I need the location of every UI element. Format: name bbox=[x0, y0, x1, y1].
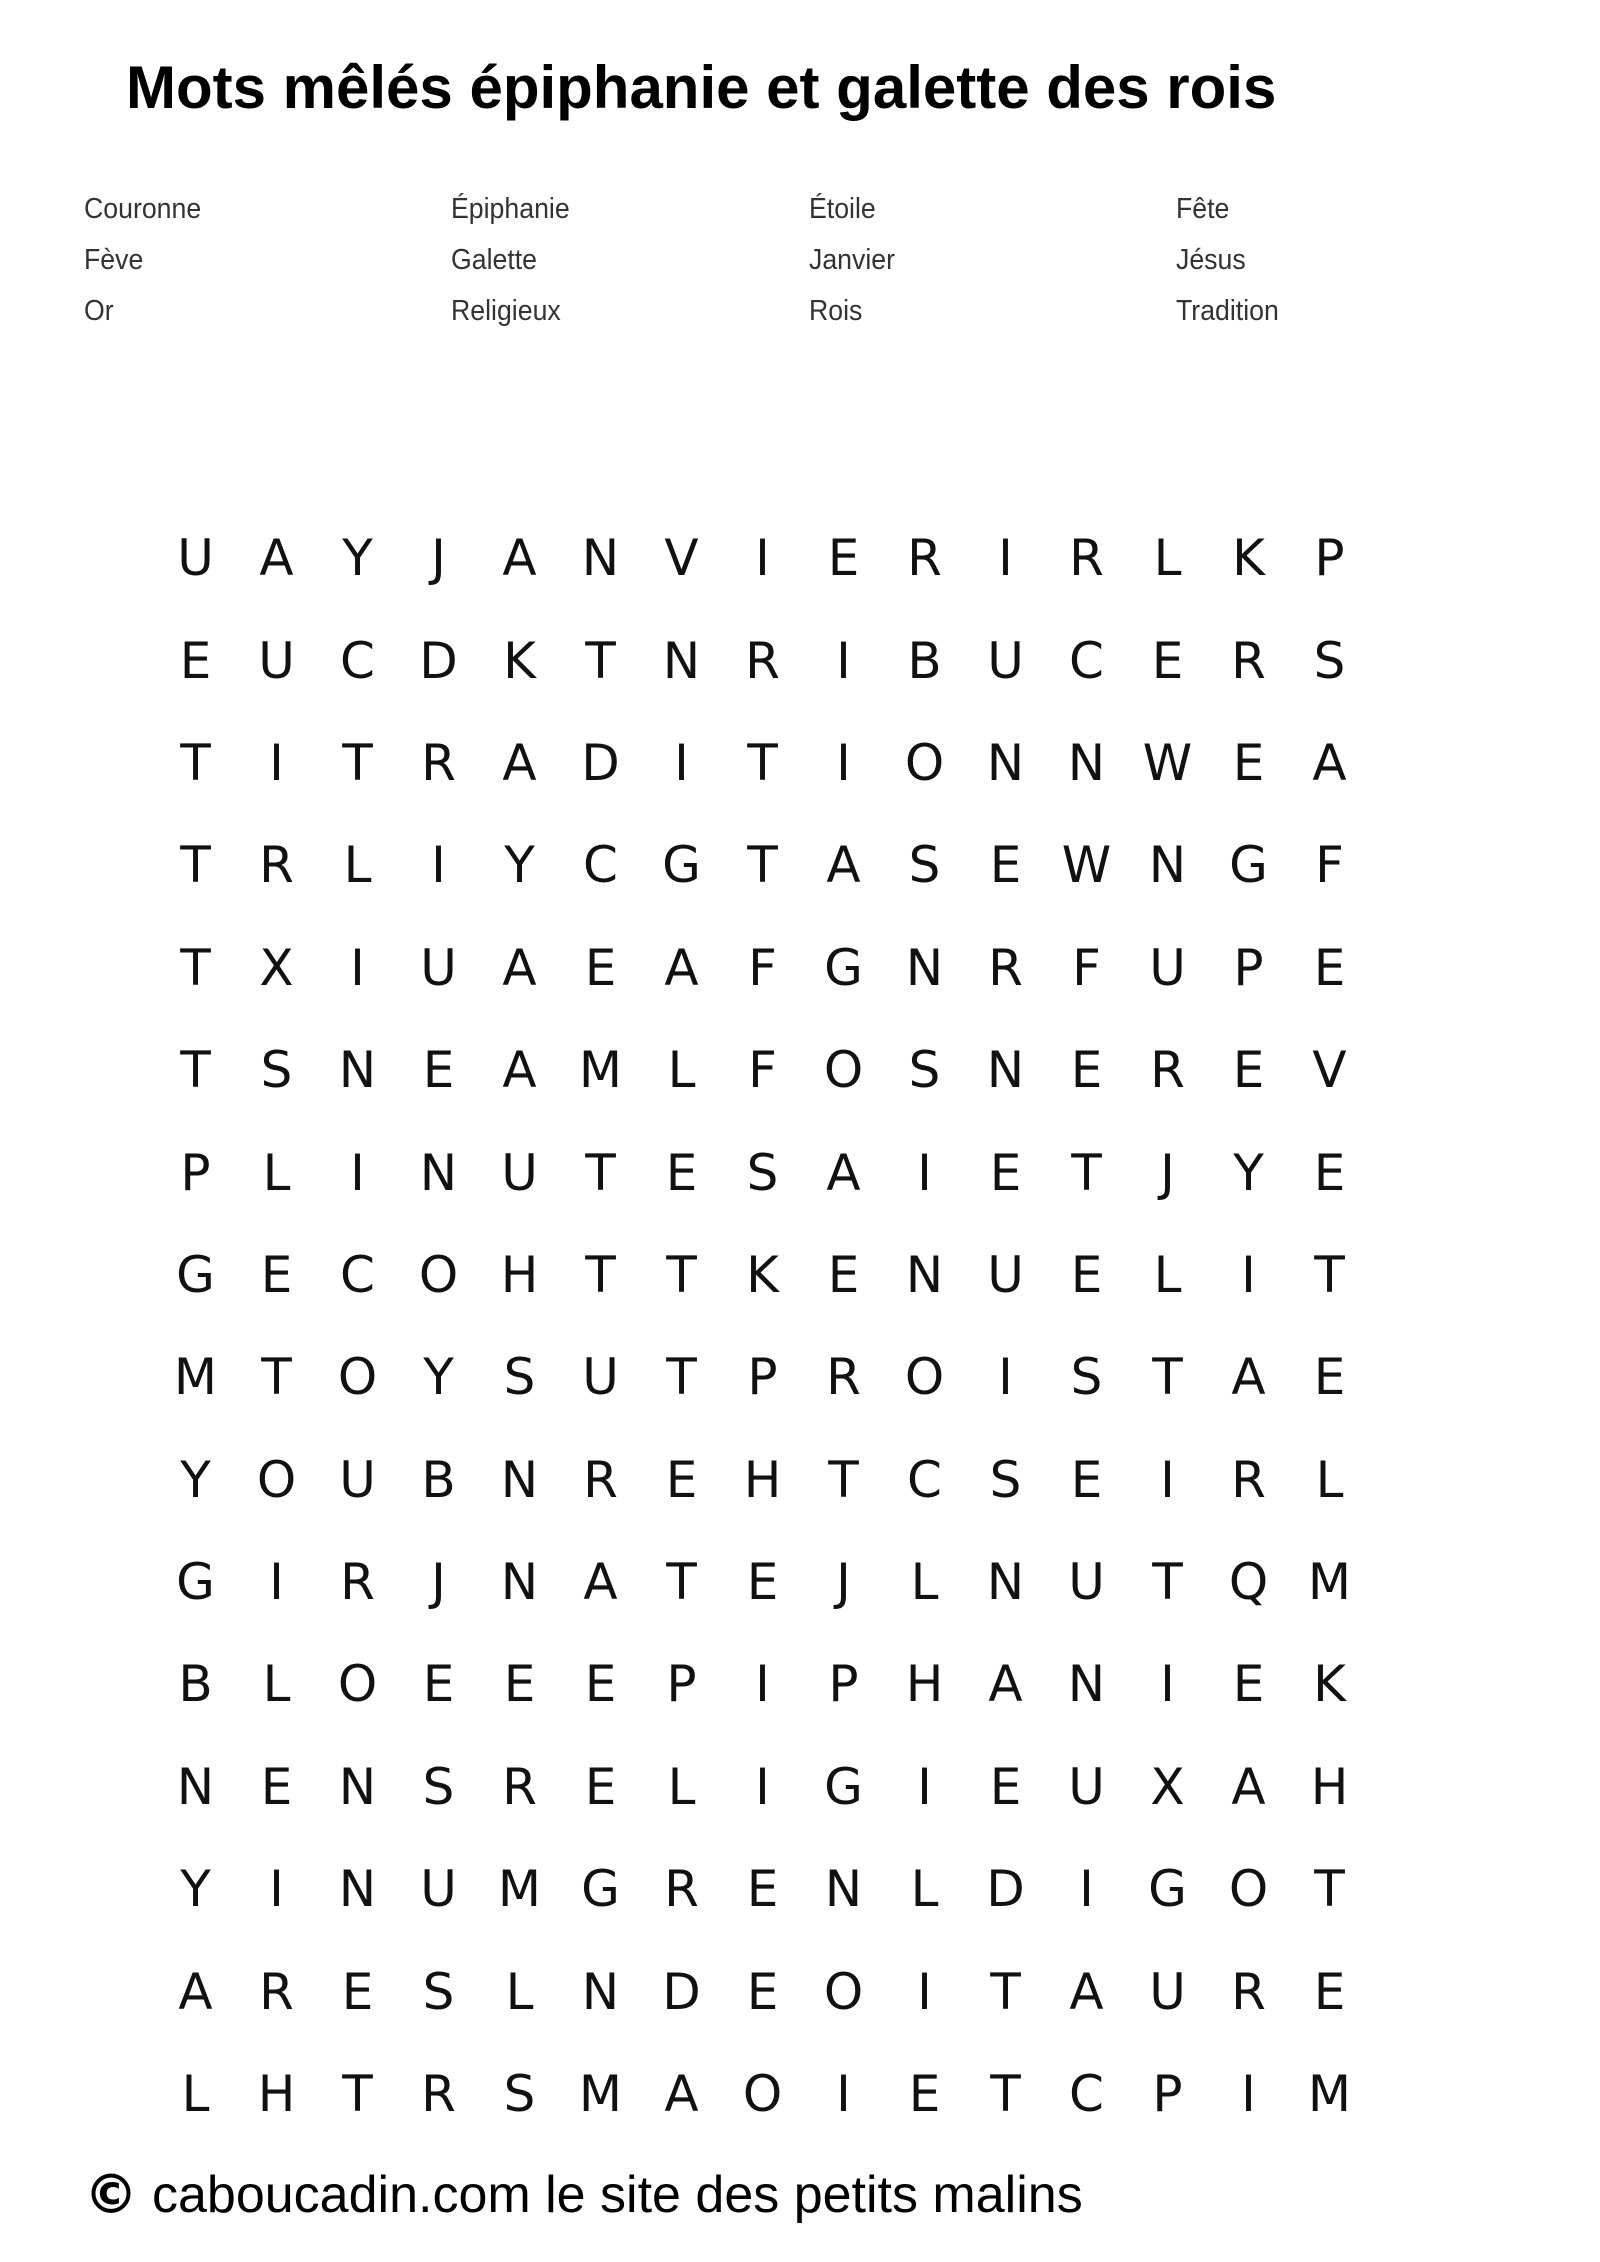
grid-letter: N bbox=[1067, 1655, 1106, 1714]
grid-letter: N bbox=[338, 1860, 377, 1919]
word-list bbox=[84, 184, 1444, 337]
grid-letter: R bbox=[907, 529, 942, 588]
grid-letter: N bbox=[1148, 836, 1187, 895]
grid-letter: S bbox=[503, 1348, 536, 1407]
grid-letter: A bbox=[259, 529, 294, 588]
grid-letter: T bbox=[666, 1245, 697, 1304]
grid-letter: U bbox=[987, 1245, 1024, 1304]
grid-letter: S bbox=[503, 2065, 536, 2124]
grid-letter: A bbox=[502, 733, 537, 792]
grid-letter: I bbox=[755, 1655, 770, 1714]
grid-letter: A bbox=[502, 529, 537, 588]
grid-letter: G bbox=[176, 1245, 215, 1304]
grid-letter: N bbox=[419, 1143, 458, 1202]
grid-letter: A bbox=[826, 836, 861, 895]
grid-letter: A bbox=[178, 1962, 213, 2021]
grid-letter: D bbox=[419, 631, 458, 690]
grid-letter: T bbox=[585, 1143, 616, 1202]
grid-letter: M bbox=[497, 1860, 542, 1919]
grid-letter: I bbox=[269, 1553, 284, 1612]
grid-letter: O bbox=[337, 1655, 378, 1714]
grid-letter: M bbox=[1307, 2065, 1352, 2124]
grid-letter: I bbox=[755, 529, 770, 588]
grid-letter: E bbox=[584, 938, 617, 997]
grid-letter: F bbox=[1315, 836, 1344, 895]
grid-letter: L bbox=[910, 1553, 939, 1612]
grid-letter: C bbox=[1069, 631, 1104, 690]
grid-letter: T bbox=[666, 1348, 697, 1407]
word-list-item: Janvier bbox=[809, 244, 896, 276]
grid-letter: P bbox=[1152, 2065, 1183, 2124]
grid-letter: N bbox=[1067, 733, 1106, 792]
grid-letter: E bbox=[422, 1041, 455, 1100]
grid-letter: I bbox=[1241, 2065, 1256, 2124]
grid-letter: T bbox=[747, 733, 778, 792]
grid-letter: N bbox=[986, 1041, 1025, 1100]
grid-letter: A bbox=[664, 2065, 699, 2124]
grid-letter: T bbox=[1152, 1348, 1183, 1407]
grid-letter: N bbox=[905, 1245, 944, 1304]
grid-letter: U bbox=[258, 631, 295, 690]
grid-letter: H bbox=[500, 1245, 539, 1304]
word-list-item: Galette bbox=[451, 244, 538, 276]
grid-letter: N bbox=[500, 1450, 539, 1509]
word-list-item: Étoile bbox=[809, 193, 876, 225]
grid-letter: J bbox=[836, 1553, 851, 1612]
grid-letter: E bbox=[1070, 1245, 1103, 1304]
grid-letter: S bbox=[989, 1450, 1022, 1509]
grid-letter: I bbox=[1160, 1655, 1175, 1714]
grid-letter: Y bbox=[342, 529, 373, 588]
grid-letter: U bbox=[582, 1348, 619, 1407]
grid-letter: I bbox=[350, 1143, 365, 1202]
grid-letter: U bbox=[1149, 1962, 1186, 2021]
grid-letter: P bbox=[747, 1348, 778, 1407]
grid-letter: R bbox=[421, 2065, 456, 2124]
grid-letter: E bbox=[746, 1860, 779, 1919]
grid-letter: M bbox=[173, 1348, 218, 1407]
grid-letter: N bbox=[176, 1757, 215, 1816]
grid-letter: N bbox=[581, 1962, 620, 2021]
grid-letter: B bbox=[178, 1655, 213, 1714]
grid-letter: S bbox=[422, 1757, 455, 1816]
grid-letter: S bbox=[746, 1143, 779, 1202]
grid-letter: E bbox=[1313, 1962, 1346, 2021]
grid-letter: A bbox=[502, 938, 537, 997]
grid-letter: T bbox=[990, 2065, 1021, 2124]
grid-letter: V bbox=[1312, 1041, 1347, 1100]
grid-letter: A bbox=[1312, 733, 1347, 792]
grid-letter: E bbox=[989, 836, 1022, 895]
grid-letter: G bbox=[824, 938, 863, 997]
grid-letter: O bbox=[904, 733, 945, 792]
grid-letter: G bbox=[662, 836, 701, 895]
grid-letter: E bbox=[1313, 938, 1346, 997]
grid-letter: Y bbox=[1233, 1143, 1264, 1202]
grid-letter: T bbox=[342, 733, 373, 792]
grid-letter: J bbox=[1160, 1143, 1175, 1202]
grid-letter: C bbox=[583, 836, 618, 895]
grid-letter: E bbox=[422, 1655, 455, 1714]
grid-letter: T bbox=[1152, 1553, 1183, 1612]
grid-letter: G bbox=[581, 1860, 620, 1919]
grid-letter: T bbox=[585, 1245, 616, 1304]
grid-letter: G bbox=[176, 1553, 215, 1612]
grid-letter: E bbox=[1070, 1450, 1103, 1509]
grid-letter: E bbox=[989, 1757, 1022, 1816]
grid-letter: I bbox=[269, 733, 284, 792]
grid-letter: J bbox=[431, 1553, 446, 1612]
grid-letter: D bbox=[581, 733, 620, 792]
grid-letter: U bbox=[1068, 1757, 1105, 1816]
grid-letter: E bbox=[746, 1553, 779, 1612]
grid-letter: W bbox=[1061, 836, 1112, 895]
word-list-item: Épiphanie bbox=[451, 193, 570, 225]
word-list-item: Fête bbox=[1176, 193, 1230, 225]
grid-letter: R bbox=[421, 733, 456, 792]
grid-letter: I bbox=[836, 733, 851, 792]
grid-letter: E bbox=[665, 1143, 698, 1202]
grid-letter: T bbox=[1314, 1245, 1345, 1304]
grid-letter: L bbox=[262, 1143, 291, 1202]
grid-letter: I bbox=[998, 1348, 1013, 1407]
grid-letter: U bbox=[177, 529, 214, 588]
grid-letter: S bbox=[422, 1962, 455, 2021]
grid-letter: R bbox=[745, 631, 780, 690]
letter-grid bbox=[155, 507, 1371, 2145]
word-list-item: Couronne bbox=[84, 193, 202, 225]
word-list-item: Or bbox=[84, 295, 114, 327]
grid-letter: Q bbox=[1228, 1553, 1269, 1612]
grid-letter: F bbox=[1072, 938, 1101, 997]
grid-letter: E bbox=[1070, 1041, 1103, 1100]
grid-letter: I bbox=[917, 1757, 932, 1816]
grid-letter: E bbox=[989, 1143, 1022, 1202]
grid-letter: I bbox=[674, 733, 689, 792]
grid-letter: L bbox=[343, 836, 372, 895]
grid-letter: T bbox=[261, 1348, 292, 1407]
grid-letter: S bbox=[908, 836, 941, 895]
grid-letter: E bbox=[260, 1245, 293, 1304]
grid-letter: S bbox=[260, 1041, 293, 1100]
grid-letter: P bbox=[180, 1143, 211, 1202]
grid-letter: J bbox=[431, 529, 446, 588]
grid-letter: D bbox=[986, 1860, 1025, 1919]
grid-letter: A bbox=[664, 938, 699, 997]
grid-letter: R bbox=[1231, 1962, 1266, 2021]
grid-letter: L bbox=[1315, 1450, 1344, 1509]
grid-letter: T bbox=[180, 733, 211, 792]
word-list-item: Religieux bbox=[451, 295, 561, 327]
grid-letter: G bbox=[824, 1757, 863, 1816]
grid-letter: A bbox=[1231, 1757, 1266, 1816]
grid-letter: N bbox=[986, 733, 1025, 792]
grid-letter: O bbox=[256, 1450, 297, 1509]
grid-letter: R bbox=[502, 1757, 537, 1816]
grid-letter: E bbox=[584, 1655, 617, 1714]
grid-letter: T bbox=[747, 836, 778, 895]
grid-letter: E bbox=[1151, 631, 1184, 690]
grid-letter: B bbox=[907, 631, 942, 690]
grid-letter: S bbox=[908, 1041, 941, 1100]
grid-letter: N bbox=[824, 1860, 863, 1919]
footer-text: caboucadin.com le site des petits malins bbox=[152, 2166, 1083, 2224]
grid-letter: A bbox=[1231, 1348, 1266, 1407]
grid-letter: H bbox=[743, 1450, 782, 1509]
grid-letter: A bbox=[826, 1143, 861, 1202]
grid-letter: S bbox=[1070, 1348, 1103, 1407]
grid-letter: U bbox=[501, 1143, 538, 1202]
grid-letter: I bbox=[431, 836, 446, 895]
grid-letter: E bbox=[908, 2065, 941, 2124]
grid-letter: H bbox=[257, 2065, 296, 2124]
grid-letter: E bbox=[1313, 1348, 1346, 1407]
grid-letter: M bbox=[578, 2065, 623, 2124]
grid-letter: A bbox=[583, 1553, 618, 1612]
grid-letter: X bbox=[259, 938, 294, 997]
grid-letter: C bbox=[1069, 2065, 1104, 2124]
grid-letter: E bbox=[584, 1757, 617, 1816]
grid-letter: K bbox=[746, 1245, 779, 1304]
grid-letter: T bbox=[180, 1041, 211, 1100]
grid-letter: C bbox=[907, 1450, 942, 1509]
grid-letter: N bbox=[986, 1553, 1025, 1612]
grid-letter: E bbox=[1232, 733, 1265, 792]
grid-letter: T bbox=[1314, 1860, 1345, 1919]
grid-letter: P bbox=[666, 1655, 697, 1714]
grid-letter: I bbox=[269, 1860, 284, 1919]
grid-letter: I bbox=[1079, 1860, 1094, 1919]
grid-letter: T bbox=[666, 1553, 697, 1612]
page-title: Mots mêlés épiphanie et galette des rois bbox=[126, 54, 1277, 121]
grid-letter: I bbox=[755, 1757, 770, 1816]
grid-letter: I bbox=[917, 1962, 932, 2021]
grid-letter: L bbox=[667, 1757, 696, 1816]
grid-letter: N bbox=[662, 631, 701, 690]
grid-letter: I bbox=[1241, 1245, 1256, 1304]
grid-letter: R bbox=[340, 1553, 375, 1612]
grid-letter: N bbox=[338, 1757, 377, 1816]
grid-letter: I bbox=[836, 2065, 851, 2124]
grid-letter: E bbox=[665, 1450, 698, 1509]
grid-letter: R bbox=[1150, 1041, 1185, 1100]
grid-letter: F bbox=[748, 1041, 777, 1100]
grid-letter: N bbox=[500, 1553, 539, 1612]
grid-letter: A bbox=[502, 1041, 537, 1100]
grid-letter: C bbox=[340, 1245, 375, 1304]
grid-letter: O bbox=[1228, 1860, 1269, 1919]
grid-letter: I bbox=[917, 1143, 932, 1202]
grid-letter: R bbox=[1069, 529, 1104, 588]
grid-letter: L bbox=[910, 1860, 939, 1919]
word-list-item: Tradition bbox=[1176, 295, 1279, 327]
grid-letter: P bbox=[828, 1655, 859, 1714]
grid-letter: R bbox=[988, 938, 1023, 997]
grid-letter: P bbox=[1314, 529, 1345, 588]
grid-letter: Y bbox=[423, 1348, 454, 1407]
grid-letter: E bbox=[1313, 1143, 1346, 1202]
word-list-item: Rois bbox=[809, 295, 863, 327]
grid-letter: G bbox=[1229, 836, 1268, 895]
grid-letter: E bbox=[179, 631, 212, 690]
grid-letter: F bbox=[748, 938, 777, 997]
grid-letter: S bbox=[1313, 631, 1346, 690]
grid-letter: E bbox=[260, 1757, 293, 1816]
grid-letter: Y bbox=[180, 1860, 211, 1919]
grid-letter: U bbox=[987, 631, 1024, 690]
grid-letter: B bbox=[421, 1450, 456, 1509]
grid-letter: U bbox=[339, 1450, 376, 1509]
grid-letter: U bbox=[1149, 938, 1186, 997]
grid-letter: U bbox=[420, 1860, 457, 1919]
grid-letter: I bbox=[998, 529, 1013, 588]
grid-letter: N bbox=[338, 1041, 377, 1100]
grid-letter: M bbox=[578, 1041, 623, 1100]
grid-letter: I bbox=[1160, 1450, 1175, 1509]
grid-letter: R bbox=[826, 1348, 861, 1407]
grid-letter: I bbox=[836, 631, 851, 690]
grid-letter: G bbox=[1148, 1860, 1187, 1919]
grid-letter: T bbox=[342, 2065, 373, 2124]
grid-letter: T bbox=[828, 1450, 859, 1509]
grid-letter: T bbox=[180, 836, 211, 895]
grid-letter: U bbox=[420, 938, 457, 997]
grid-letter: E bbox=[1232, 1041, 1265, 1100]
grid-letter: E bbox=[827, 1245, 860, 1304]
grid-letter: R bbox=[1231, 631, 1266, 690]
grid-letter: H bbox=[905, 1655, 944, 1714]
grid-letter: L bbox=[262, 1655, 291, 1714]
grid-letter: T bbox=[1071, 1143, 1102, 1202]
grid-letter: O bbox=[337, 1348, 378, 1407]
grid-letter: N bbox=[581, 529, 620, 588]
grid-letter: K bbox=[1232, 529, 1265, 588]
grid-letter: X bbox=[1150, 1757, 1185, 1816]
grid-letter: R bbox=[259, 836, 294, 895]
grid-letter: H bbox=[1310, 1757, 1349, 1816]
grid-letter: T bbox=[585, 631, 616, 690]
grid-letter: R bbox=[583, 1450, 618, 1509]
grid-letter: L bbox=[181, 2065, 210, 2124]
grid-letter: L bbox=[505, 1962, 534, 2021]
grid-letter: O bbox=[418, 1245, 459, 1304]
grid-letter: L bbox=[1153, 529, 1182, 588]
grid-letter: C bbox=[340, 631, 375, 690]
grid-letter: V bbox=[664, 529, 699, 588]
grid-letter: U bbox=[1068, 1553, 1105, 1612]
grid-letter: P bbox=[1233, 938, 1264, 997]
grid-letter: O bbox=[823, 1041, 864, 1100]
grid-letter: R bbox=[259, 1962, 294, 2021]
grid-letter: O bbox=[904, 1348, 945, 1407]
word-list-item: Jésus bbox=[1176, 244, 1246, 276]
grid-letter: K bbox=[1313, 1655, 1346, 1714]
grid-letter: W bbox=[1142, 733, 1193, 792]
grid-letter: R bbox=[1231, 1450, 1266, 1509]
grid-letter: E bbox=[503, 1655, 536, 1714]
grid-letter: T bbox=[180, 938, 211, 997]
footer bbox=[84, 2160, 1083, 2230]
grid-letter: L bbox=[1153, 1245, 1182, 1304]
grid-letter: R bbox=[664, 1860, 699, 1919]
grid-letter: K bbox=[503, 631, 536, 690]
grid-letter: O bbox=[823, 1962, 864, 2021]
grid-letter: E bbox=[341, 1962, 374, 2021]
grid-letter: E bbox=[746, 1962, 779, 2021]
grid-letter: T bbox=[990, 1962, 1021, 2021]
grid-letter: Y bbox=[180, 1450, 211, 1509]
grid-letter: A bbox=[1069, 1962, 1104, 2021]
grid-letter: O bbox=[742, 2065, 783, 2124]
grid-letter: L bbox=[667, 1041, 696, 1100]
grid-letter: I bbox=[350, 938, 365, 997]
grid-letter: N bbox=[905, 938, 944, 997]
grid-letter: D bbox=[662, 1962, 701, 2021]
grid-letter: Y bbox=[504, 836, 535, 895]
grid-letter: A bbox=[988, 1655, 1023, 1714]
copyright-icon: © bbox=[84, 2163, 138, 2226]
grid-letter: E bbox=[827, 529, 860, 588]
grid-letter: M bbox=[1307, 1553, 1352, 1612]
grid-letter: E bbox=[1232, 1655, 1265, 1714]
word-list-item: Fève bbox=[84, 244, 144, 276]
